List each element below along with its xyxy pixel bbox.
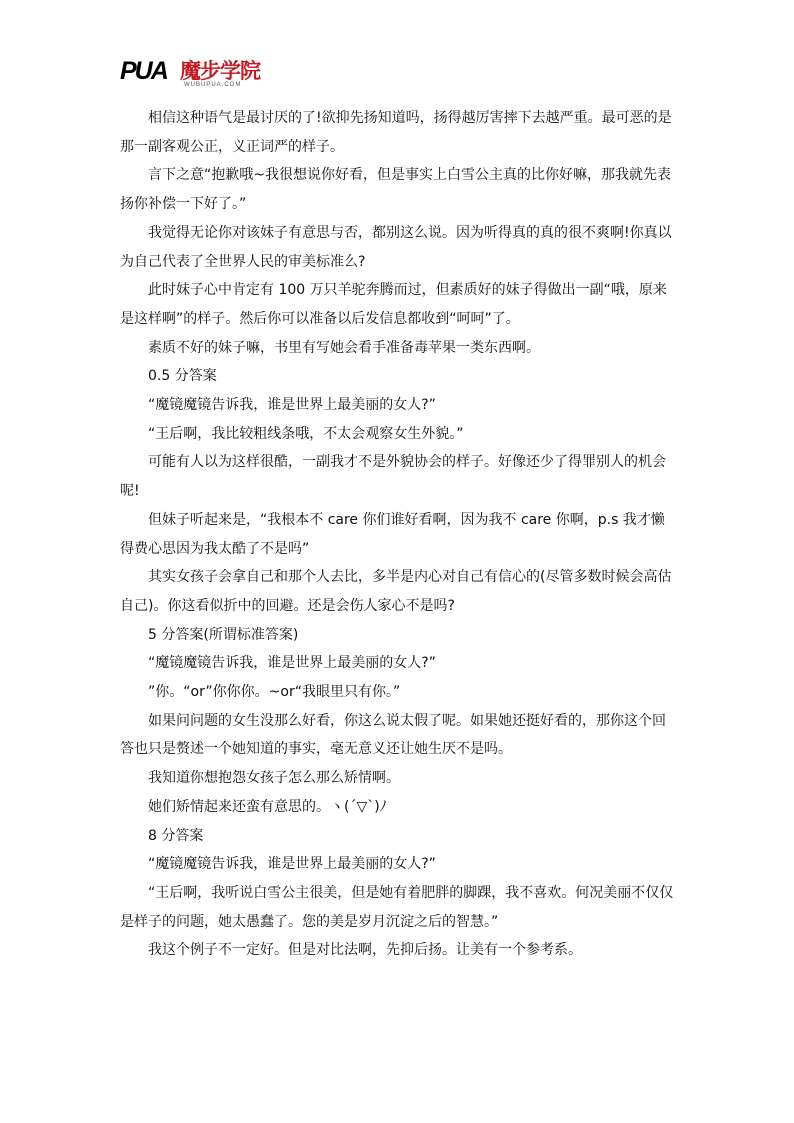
paragraph: 如果问问题的女生没那么好看，你这么说太假了呢。如果她还挺好看的，那你这个回答也只是赘述一个她知道的事实，毫无意义还让她生厌不是吗。 <box>120 712 666 758</box>
paragraph: 相信这种语气是最讨厌的了!欲抑先扬知道吗，扬得越厉害摔下去越严重。最可恶的是那一副客观公正，义正词严的样子。 <box>120 110 672 155</box>
paragraph: 我觉得无论你对该妹子有意思与否，都别这么说。因为听得真的真的很不爽啊!你真以为自己代表了全世界人民的审美标准么? <box>120 224 672 270</box>
quote-line: “王后啊，我比较粗线条哦，不太会观察女生外貌。” <box>148 425 464 442</box>
paragraph: 此时妹子心中肯定有 100 万只羊驼奔腾而过，但素质好的妹子得做出一副“哦，原来是这样啊”的样子。然后你可以准备以后发信息都收到“呵呵”了。 <box>120 282 667 327</box>
quote-line: “王后啊，我听说白雪公主很美，但是她有着肥胖的脚踝，我不喜欢。何况美丽不仅仅是样子的问题，她太愚蠢了。您的美是岁月沉淀之后的智慧。” <box>120 884 674 930</box>
quote-line: ”你。“or”你你你。~or“我眼里只有你。” <box>148 684 401 701</box>
site-logo <box>120 58 262 90</box>
logo-mark: PUA <box>120 57 167 85</box>
logo-chinese-text: 魔步学院 <box>180 59 260 83</box>
paragraph: 但妹子听起来是，“我根本不 care 你们谁好看啊，因为我不 care 你啊，p.s 我才懒得费心思因为我太酷了不是吗” <box>120 511 665 557</box>
paragraph: 她们矫情起来还蛮有意思的。ヽ(ˊ▽ˋ)ﾉ <box>148 798 387 815</box>
paragraph: 其实女孩子会拿自己和那个人去比，多半是内心对自己有信心的(尽管多数时候会高估自己)。你这看似折中的回避。还是会伤人家心不是吗? <box>120 569 672 614</box>
paragraph: 言下之意“抱歉哦~我很想说你好看，但是事实上白雪公主真的比你好嘛，那我就先表扬你补偿一下好了。” <box>120 167 671 213</box>
quote-line: “魔镜魔镜告诉我，谁是世界上最美丽的女人?” <box>148 655 436 672</box>
quote-line: “魔镜魔镜告诉我，谁是世界上最美丽的女人?” <box>148 397 436 414</box>
section-heading: 5 分答案(所谓标准答案) <box>148 626 299 643</box>
paragraph: 可能有人以为这样很酷，一副我才不是外貌协会的样子。好像还少了得罪别人的机会呢! <box>120 454 666 500</box>
quote-line: “魔镜魔镜告诉我，谁是世界上最美丽的女人?” <box>148 856 436 873</box>
section-heading: 8 分答案 <box>148 827 204 844</box>
logo-subtitle: WUBUPUA.COM <box>184 82 242 88</box>
paragraph: 我知道你想抱怨女孩子怎么那么矫情啊。 <box>148 770 400 787</box>
paragraph: 素质不好的妹子嘛，书里有写她会看手准备毒苹果一类东西啊。 <box>148 339 540 356</box>
paragraph: 我这个例子不一定好。但是对比法啊，先抑后扬。让美有一个参考系。 <box>148 942 582 959</box>
section-heading: 0.5 分答案 <box>148 368 217 385</box>
article-body <box>120 104 676 965</box>
